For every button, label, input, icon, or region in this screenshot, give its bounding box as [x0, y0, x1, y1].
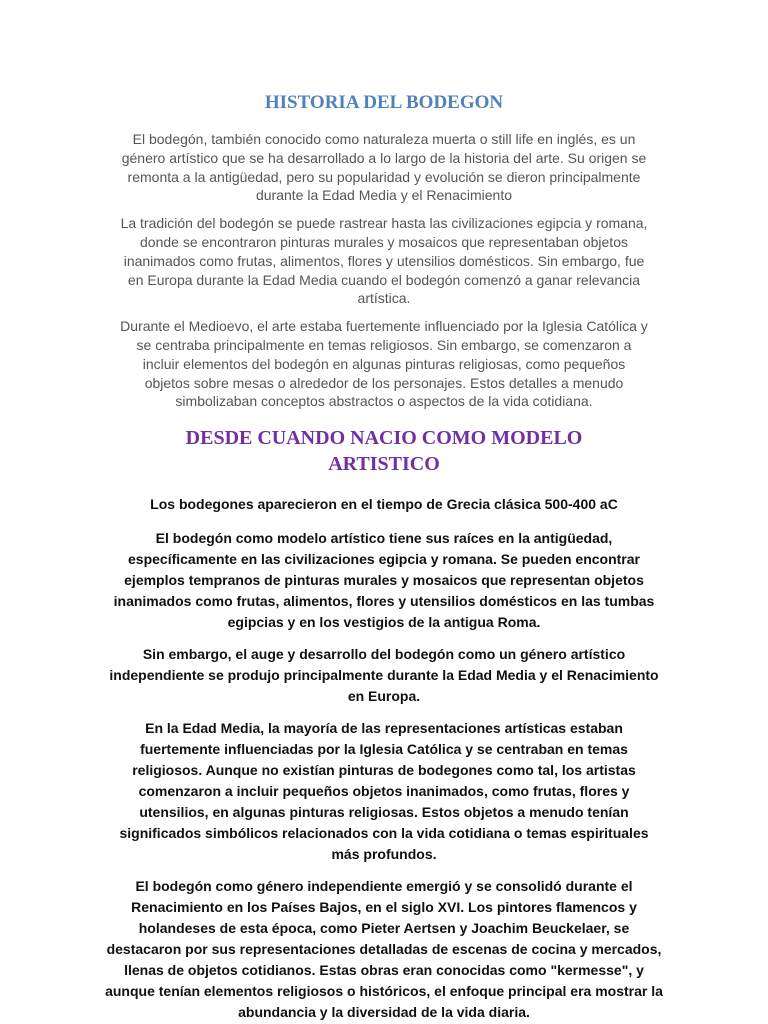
section-title-historia: HISTORIA DEL BODEGON: [264, 92, 504, 113]
paragraph: El bodegón, también conocido como naturaleza muerta o still life en inglés, es un género artístico que se ha desarrollado a lo largo de la historia del arte. Su origen se remonta a la antigüedad, pero su popularidad y evolución se dieron principalmente durante la Edad Media y el Renacimiento: [121, 131, 647, 204]
paragraph: Los bodegones aparecieron en el tiempo de Grecia clásica 500-400 aC: [150, 496, 618, 513]
paragraph: La tradición del bodegón se puede rastrear hasta las civilizaciones egipcia y romana, donde se encontraron pinturas murales y mosaicos que representaban objetos inanimados como frutas, alimentos, flores y utensilios domésticos. Sin embargo, fue en Europa durante la Edad Media cuando el bodegón comenzó a ganar relevancia artística.: [120, 215, 648, 307]
paragraph: El bodegón como modelo artístico tiene sus raíces en la antigüedad, específicamente en las civilizaciones egipcia y romana. Se pueden encontrar ejemplos tempranos de pinturas murales y mosaicos que representan objetos inanimados como frutas, alimentos, flores y utensilios domésticos en las tumbas egipcias y en los vestigios de la antigua Roma.: [113, 530, 655, 631]
paragraph: En la Edad Media, la mayoría de las representaciones artísticas estaban fuertemente influenciadas por la Iglesia Católica y se centraban en temas religiosos. Aunque no existían pinturas de bodegones como tal, los artistas comenzaron a incluir pequeños objetos inanimados, como frutas, flores y utensilios, en algunas pinturas religiosas. Estos objetos a menudo tenían significados simbólicos relacionados con la vida cotidiana o temas espirituales más profundos.: [119, 720, 649, 863]
paragraph: Durante el Medioevo, el arte estaba fuertemente influenciado por la Iglesia Católica y se centraba principalmente en temas religiosos. Sin embargo, se comenzaron a incluir elementos del bodegón en algunas pinturas religiosas, como pequeños objetos sobre mesas o alrededor de los personajes. Estos detalles a menudo simbolizaban conceptos abstractos o aspectos de la vida cotidiana.: [120, 318, 648, 410]
paragraph: El bodegón como género independiente emergió y se consolidó durante el Renacimiento en los Países Bajos, en el siglo XVI. Los pintores flamencos y holandeses de esta época, como Pieter Aertsen y Joachim Beuckelaer, se destacaron por sus representaciones detalladas de escenas de cocina y mercados, llenas de objetos cotidianos. Estas obras eran conocidas como "kermesse", y aunque tenían elementos religiosos o históricos, el enfoque principal era mostrar la abundancia y la diversidad de la vida diaria.: [105, 878, 663, 1021]
section-title-desde-cuando: DESDE CUANDO NACIO COMO MODELO ARTISTICO: [185, 427, 583, 476]
section-desde-cuando-body: [104, 494, 664, 1023]
section-historia-body: [119, 130, 649, 411]
paragraph: Sin embargo, el auge y desarrollo del bodegón como un género artístico independiente se produjo principalmente durante la Edad Media y el Renacimiento en Europa.: [109, 646, 659, 705]
